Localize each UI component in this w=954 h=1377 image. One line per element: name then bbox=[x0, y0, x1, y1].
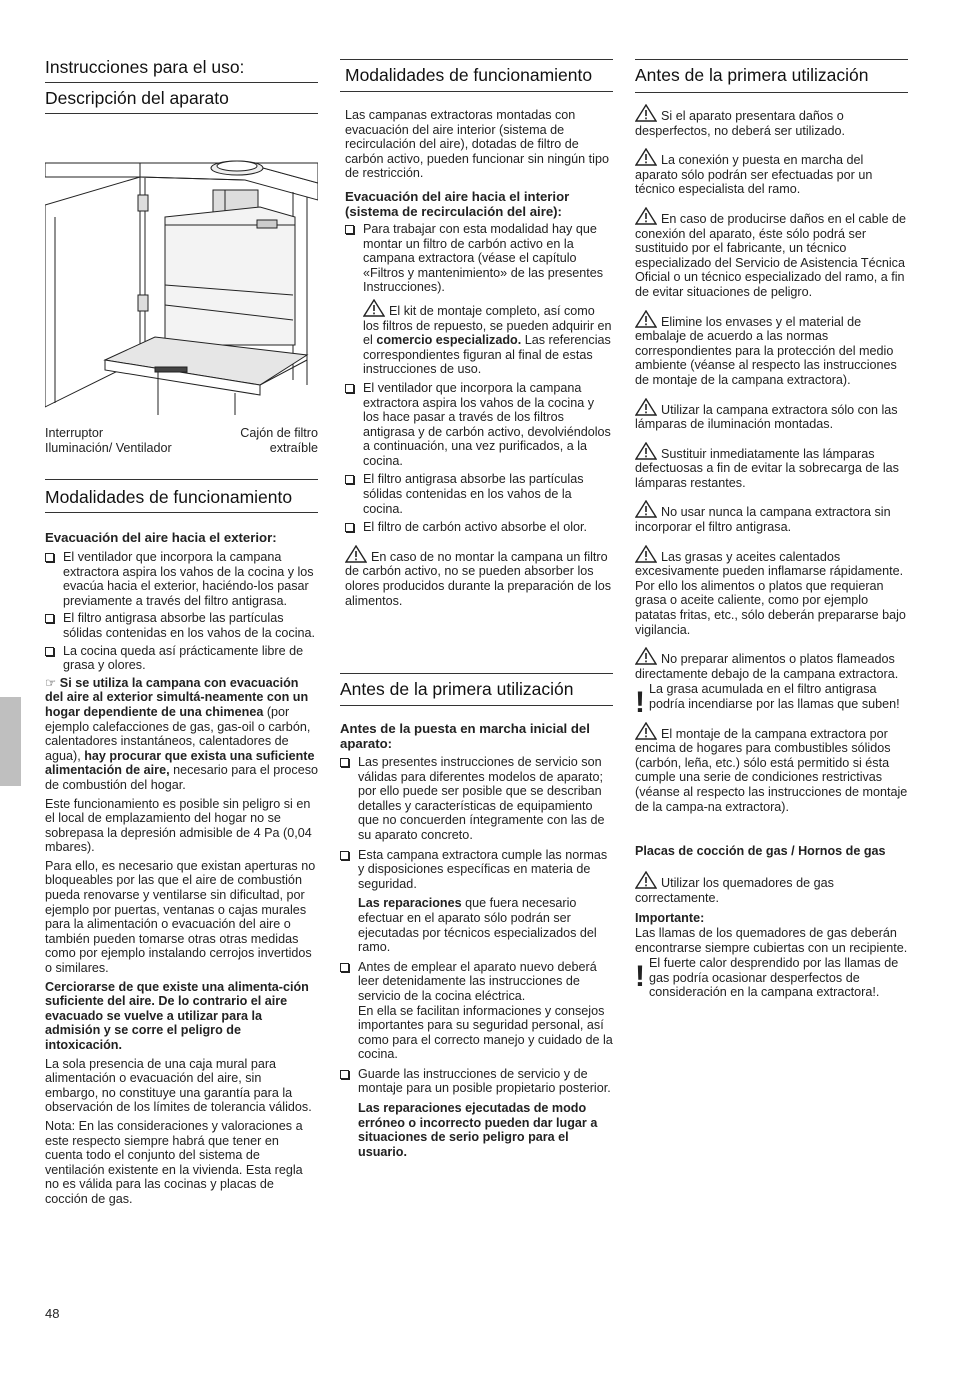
warning-paragraph: Si el aparato presentara daños o desperfectos, no deberá ser utilizado. bbox=[635, 104, 908, 138]
caption-drawer bbox=[200, 426, 318, 456]
warning-icon bbox=[635, 207, 657, 225]
caution-text: La grasa acumulada en el filtro antigrasa podría incendiarse por las llamas que suben! bbox=[649, 682, 900, 711]
divider bbox=[340, 705, 613, 706]
warning-paragraph: Utilizar los quemadores de gas correctamente. bbox=[635, 871, 908, 905]
warning-icon bbox=[635, 104, 657, 122]
paragraph: Las llamas de los quemadores de gas deberán encontrarse siempre cubiertas con un recipiente. bbox=[635, 925, 908, 955]
warning-paragraph: En caso de producirse daños en el cable de conexión del aparato, éste sólo podrá ser sustituido por el fabricante, un técnico especializado del Servicio de Asistencia Técnica Oficial o un técnico especializado del ramo, a fin de evitar situaciones de peligro. bbox=[635, 207, 908, 300]
checkbox-bullet bbox=[45, 614, 54, 623]
warning-icon bbox=[635, 647, 657, 665]
hand-pointer-icon: ☞ bbox=[45, 675, 57, 690]
col2-body-2 bbox=[340, 721, 613, 1159]
list-item: El filtro de carbón activo absorbe el olor. bbox=[345, 520, 613, 535]
divider bbox=[340, 673, 613, 674]
title-description: Descripción del aparato bbox=[45, 88, 229, 108]
warning-paragraph: No preparar alimentos o platos flameados directamente debajo de la campana extractora. bbox=[635, 647, 908, 681]
divider bbox=[340, 91, 613, 92]
warning-icon bbox=[635, 398, 657, 416]
warning-paragraph: El kit de montaje completo, así como los filtros de repuesto, se pueden adquirir en el comercio especializado. Las referencias correspondientes figuran al final de estas instrucciones de uso. bbox=[345, 299, 613, 377]
heading-before-first-use: Antes de la primera utilización bbox=[635, 65, 869, 85]
col3-body bbox=[635, 104, 908, 1000]
paragraph: Las reparaciones que fuera necesario efectuar en el aparato sólo podrán ser ejecutadas por técnicos especializados del ramo. bbox=[358, 896, 597, 955]
subheading: Evacuación del aire hacia el interior (sistema de recirculación del aire): bbox=[345, 188, 570, 219]
warning-paragraph: En caso de no montar la campana un filtro de carbón activo, no se pueden absorber los olores producidos durante la preparación de los alimentos. bbox=[345, 545, 613, 608]
caption-line: Interruptor bbox=[45, 426, 104, 440]
checkbox-bullet bbox=[340, 963, 349, 972]
paragraph: Este funcionamiento es posible sin peligro si en el local de emplazamiento del hogar no se sobrepasa la depresión admisible de 4 Pa (0,04 mbares). bbox=[45, 796, 312, 855]
caution-note bbox=[635, 682, 908, 720]
checkbox-bullet bbox=[340, 758, 349, 767]
subheading: Antes de la puesta en marcha inicial del aparato: bbox=[340, 721, 590, 751]
page-title bbox=[45, 56, 318, 78]
checkbox-bullet bbox=[340, 1070, 349, 1079]
divider bbox=[45, 82, 318, 83]
checkbox-bullet bbox=[340, 851, 349, 860]
paragraph-bold: Las reparaciones ejecutadas de modo erróneo o incorrecto pueden dar lugar a situaciones de serio peligro para el usuario. bbox=[358, 1101, 598, 1159]
important-heading: Importante: bbox=[635, 911, 705, 926]
list-item: Esta campana extractora cumple las normas y disposiciones específicas en materia de seguridad. bbox=[340, 848, 613, 892]
col1-body bbox=[45, 530, 318, 1207]
warning-icon bbox=[635, 545, 657, 563]
warning-icon bbox=[635, 442, 657, 460]
caution-text: El fuerte calor desprendido por las llamas de gas podría ocasionar desperfectos de consideración en la campana extractora!. bbox=[649, 956, 899, 1000]
checkbox-bullet bbox=[345, 384, 354, 393]
warning-icon bbox=[345, 545, 367, 563]
exclamation-icon: ! bbox=[635, 960, 645, 994]
section-title bbox=[340, 678, 613, 700]
subheading: Evacuación del aire hacia el exterior: bbox=[45, 530, 277, 545]
warning-paragraph: Elimine los envases y el material de embalaje de acuerdo a las normas correspondientes para la protección del medio ambiente (véanse al respecto las instrucciones de montaje de la campana extractora). bbox=[635, 310, 908, 388]
title-instructions: Instrucciones para el uso: bbox=[45, 57, 245, 77]
divider bbox=[635, 92, 908, 93]
col2-body bbox=[345, 108, 613, 608]
warning-icon bbox=[635, 722, 657, 740]
list-item: Antes de emplear el aparato nuevo deberá leer detenidamente las instrucciones de servicio de la cocina eléctrica. En ella se facilitan informaciones y consejos importantes para su seguridad personal, así como para el correcto manejo y cuidado de la cocina. bbox=[340, 960, 613, 1062]
hood-illustration bbox=[45, 145, 318, 415]
list-item: El filtro antigrasa absorbe las partículas sólidas contenidas en los vahos de la cocina. bbox=[45, 611, 318, 640]
paragraph: Para ello, es necesario que existan aperturas no bloqueables por las que el aire de combustión pueda renovarse y ventilarse sin dificultad, por ejemplo por puertas, ventanas o cajas murales para la alimentación o evacuación del aire o también pueden tomarse otras otras medidas como por ejemplo instalando cerrojos invertidos o similares. bbox=[45, 858, 316, 976]
checkbox-bullet bbox=[345, 225, 354, 234]
list-item: Guarde las instrucciones de servicio y de montaje para un posible propietario posterior. bbox=[340, 1067, 613, 1096]
warning-icon bbox=[363, 299, 385, 317]
section-title bbox=[45, 87, 318, 109]
list-item: La cocina queda así prácticamente libre de grasa y olores. bbox=[45, 644, 318, 673]
paragraph-bold: Cerciorarse de que existe una alimenta-ción suficiente del aire. De lo contrario el aire evacuado se vuelve a utilizar para la admisión y se corre el peligro de intoxicación. bbox=[45, 979, 309, 1052]
caption-switch bbox=[45, 426, 215, 456]
heading-modes: Modalidades de funcionamiento bbox=[345, 65, 593, 85]
divider bbox=[340, 59, 613, 60]
caution-note bbox=[635, 956, 908, 1000]
warning-paragraph: Las grasas y aceites calentados excesivamente pueden inflamarse rápidamente. Por ello los alimentos o platos que requieran grasa o aceite caliente, como por ejemplo patatas fritas, etc., sólo deberán prepararse bajo vigilancia. bbox=[635, 545, 908, 638]
warning-paragraph: Utilizar la campana extractora sólo con las lámparas de iluminación montadas. bbox=[635, 398, 908, 432]
note-paragraph: ☞ Si se utiliza la campana con evacuación del aire al exterior simultá-neamente con un hogar dependiente de una chimenea (por ejemplo calefacciones de gas, gas-oil o carbón, calentadores instantáneos, calentadores de agua), hay procurar que exista una suficiente alimentación de aire, necesario para el proceso de combustión del hogar. bbox=[45, 675, 319, 792]
caption-line: Iluminación/ Ventilador bbox=[45, 441, 172, 455]
caption-line: Cajón de filtro bbox=[240, 426, 318, 440]
paragraph: Nota: En las consideraciones y valoraciones a este respecto siempre habrá que tener en cuenta todo el conjunto del sistema de ventilación existente en la vivienda. Esta regla no es válida para las cocinas y placas de cocción de gas. bbox=[45, 1118, 303, 1206]
divider bbox=[635, 59, 908, 60]
warning-icon bbox=[635, 310, 657, 328]
warning-paragraph: Sustituir inmediatamente las lámparas defectuosas a fin de evitar la sobrecarga de las lámparas restantes. bbox=[635, 442, 908, 491]
paragraph: Las campanas extractoras montadas con evacuación del aire interior (sistema de recirculación del aire), dotadas de filtro de carbón activo, pueden funcionar sin ningún tipo de restricción. bbox=[345, 108, 609, 181]
checkbox-bullet bbox=[345, 475, 354, 484]
section-title bbox=[635, 64, 908, 86]
paragraph: La sola presencia de una caja mural para alimentación o evacuación del aire, sin embargo, no constituye una garantía para la observación de los límites de tolerancia válidos. bbox=[45, 1056, 312, 1115]
list-item: El ventilador que incorpora la campana extractora aspira los vahos de la cocina y los evacúa hacia el exterior, haciéndo-los pasar previamente a través del filtro antigrasa. bbox=[45, 550, 318, 608]
divider bbox=[45, 479, 318, 480]
warning-paragraph: El montaje de la campana extractora por encima de hogares para combustibles sólidos (carbón, leña, etc.) sólo está permitido si ésta cumple una serie de condiciones restrictivas (véanse al respecto las instrucciones de montaje de la campa-na extractora). bbox=[635, 722, 908, 815]
warning-paragraph: La conexión y puesta en marcha del aparato sólo podrán ser efectuadas por un técnico especialista del ramo. bbox=[635, 148, 908, 197]
warning-icon bbox=[635, 148, 657, 166]
warning-paragraph: No usar nunca la campana extractora sin incorporar el filtro antigrasa. bbox=[635, 500, 908, 534]
subheading: Placas de cocción de gas / Hornos de gas bbox=[635, 844, 886, 859]
section-title bbox=[345, 64, 613, 86]
checkbox-bullet bbox=[45, 553, 54, 562]
list-item: El ventilador que incorpora la campana extractora aspira los vahos de la cocina y los hace pasar a través de los filtros antigrasa y de carbón activo, devolviéndolos a continuación, una vez purificados, a la cocina. bbox=[345, 381, 613, 469]
divider bbox=[45, 512, 318, 513]
checkbox-bullet bbox=[345, 523, 354, 532]
warning-icon bbox=[635, 871, 657, 889]
list-item: Las presentes instrucciones de servicio son válidas para diferentes modelos de aparato; por ello puede ser posible que se describan detalles y características de equipamiento que no concuerden íntegramente con las de su aparato concreto. bbox=[340, 755, 613, 843]
heading-modes: Modalidades de funcionamiento bbox=[45, 487, 293, 507]
caption-line: extraíble bbox=[269, 441, 318, 455]
list-item: Para trabajar con esta modalidad hay que montar un filtro de carbón activo en la campana extractora (véase el capítulo «Filtros y mantenimiento» de las presentes Instrucciones). bbox=[345, 222, 613, 295]
exclamation-icon: ! bbox=[635, 686, 645, 720]
checkbox-bullet bbox=[45, 647, 54, 656]
page-edge-tab bbox=[0, 697, 21, 786]
page-number: 48 bbox=[45, 1306, 60, 1321]
warning-icon bbox=[635, 500, 657, 518]
section-title bbox=[45, 486, 318, 508]
heading-before-first-use: Antes de la primera utilización bbox=[340, 679, 574, 699]
list-item: El filtro antigrasa absorbe las partículas sólidas contenidas en los vahos de la cocina. bbox=[345, 472, 613, 516]
divider bbox=[45, 113, 318, 114]
